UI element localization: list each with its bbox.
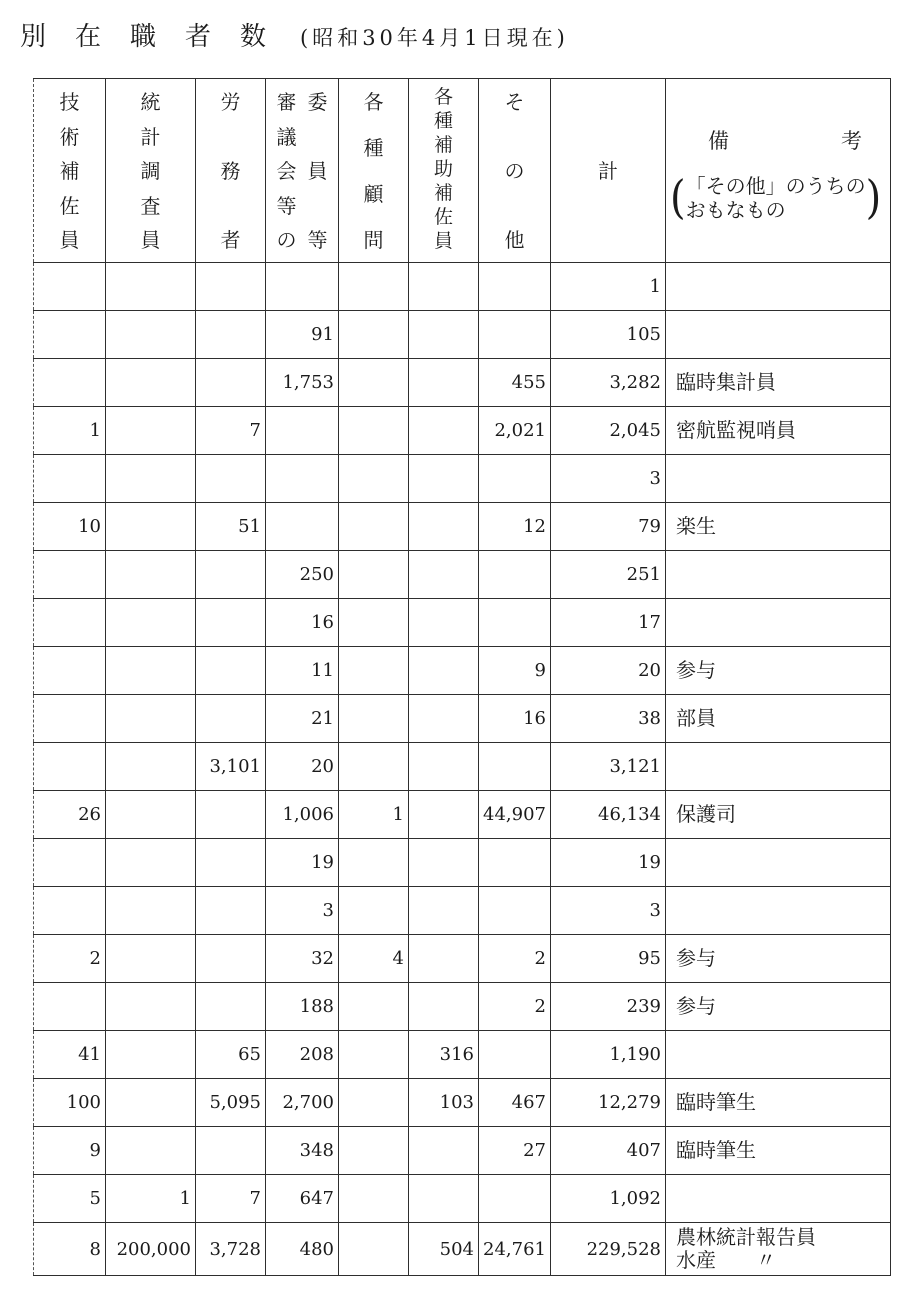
cell-remarks [666, 263, 891, 311]
header-char: 術 [59, 124, 80, 149]
cell-other [479, 1031, 551, 1079]
cell-advisor [339, 1175, 409, 1223]
cell-remarks [666, 1079, 891, 1127]
cell-aux-assistant: 316 [409, 1031, 479, 1079]
header-char: 員 [433, 230, 453, 252]
header-char: 査 [140, 193, 161, 218]
cell-council: 32 [266, 935, 339, 983]
cell-advisor [339, 695, 409, 743]
header-label [196, 79, 265, 261]
cell-laborer [196, 311, 266, 359]
cell-tech-assistant [34, 311, 106, 359]
cell-total: 46,134 [551, 791, 666, 839]
header-char: 佐 [59, 193, 80, 218]
cell-other [479, 1175, 551, 1223]
cell-laborer [196, 455, 266, 503]
page-title: 別在職者数 [20, 22, 296, 52]
cell-remarks [666, 1223, 891, 1276]
cell-total: 20 [551, 647, 666, 695]
cell-aux-assistant [409, 455, 479, 503]
cell-total: 251 [551, 551, 666, 599]
cell-other: 2 [479, 935, 551, 983]
cell-remarks [666, 839, 891, 887]
cell-advisor [339, 647, 409, 695]
cell-laborer [196, 647, 266, 695]
cell-stat-survey [106, 455, 196, 503]
cell-stat-survey [106, 551, 196, 599]
remarks-note [670, 171, 882, 225]
header-label [409, 79, 478, 261]
remarks-text: 保護司 [676, 802, 736, 826]
cell-stat-survey [106, 599, 196, 647]
table-row [34, 1079, 891, 1127]
header-char: 佐 [433, 206, 453, 228]
header-char: 計 [140, 124, 161, 149]
cell-council: 91 [266, 311, 339, 359]
cell-stat-survey [106, 839, 196, 887]
header-council-label [266, 79, 338, 261]
cell-remarks [666, 1127, 891, 1175]
remarks-title-left: 備 [708, 129, 729, 153]
cell-advisor [339, 743, 409, 791]
cell-aux-assistant [409, 503, 479, 551]
cell-council: 16 [266, 599, 339, 647]
cell-laborer: 51 [196, 503, 266, 551]
cell-stat-survey [106, 743, 196, 791]
cell-council: 480 [266, 1223, 339, 1276]
cell-total: 229,528 [551, 1223, 666, 1276]
cell-advisor [339, 311, 409, 359]
cell-aux-assistant [409, 407, 479, 455]
cell-laborer [196, 791, 266, 839]
remarks-text: 農林統計報告員 [676, 1225, 816, 1249]
cell-tech-assistant [34, 647, 106, 695]
cell-laborer: 7 [196, 407, 266, 455]
cell-other [479, 311, 551, 359]
header-label [479, 79, 550, 261]
cell-total: 2,045 [551, 407, 666, 455]
cell-laborer: 7 [196, 1175, 266, 1223]
cell-stat-survey [106, 263, 196, 311]
cell-stat-survey [106, 935, 196, 983]
cell-total: 3,282 [551, 359, 666, 407]
cell-aux-assistant [409, 983, 479, 1031]
cell-remarks [666, 455, 891, 503]
cell-council: 1,753 [266, 359, 339, 407]
cell-laborer [196, 551, 266, 599]
cell-tech-assistant [34, 359, 106, 407]
staff-count-table [33, 78, 891, 1276]
cell-total: 407 [551, 1127, 666, 1175]
cell-tech-assistant [34, 983, 106, 1031]
cell-remarks [666, 887, 891, 935]
cell-total: 12,279 [551, 1079, 666, 1127]
cell-laborer [196, 887, 266, 935]
table-row [34, 935, 891, 983]
header-char: 労 [220, 90, 241, 114]
cell-remarks [666, 599, 891, 647]
cell-remarks [666, 551, 891, 599]
note-lines [686, 174, 866, 222]
cell-other: 455 [479, 359, 551, 407]
cell-total: 1 [551, 263, 666, 311]
header-char: 各 [363, 90, 384, 114]
cell-tech-assistant: 2 [34, 935, 106, 983]
cell-advisor [339, 1223, 409, 1276]
header-char: の [276, 228, 297, 252]
header-label [339, 79, 408, 261]
cell-laborer: 3,101 [196, 743, 266, 791]
table-row [34, 887, 891, 935]
header-char: 助 [433, 158, 453, 180]
cell-tech-assistant [34, 839, 106, 887]
remarks-text: 楽生 [676, 514, 716, 538]
cell-other [479, 551, 551, 599]
cell-tech-assistant [34, 599, 106, 647]
cell-stat-survey [106, 887, 196, 935]
cell-other: 2,021 [479, 407, 551, 455]
cell-aux-assistant [409, 551, 479, 599]
cell-council: 208 [266, 1031, 339, 1079]
table-row [34, 1175, 891, 1223]
cell-total: 17 [551, 599, 666, 647]
cell-remarks [666, 695, 891, 743]
cell-other [479, 599, 551, 647]
cell-laborer [196, 1127, 266, 1175]
table-body [34, 263, 891, 1276]
cell-stat-survey [106, 647, 196, 695]
table-row [34, 1031, 891, 1079]
header-laborer [196, 79, 266, 263]
cell-remarks [666, 1031, 891, 1079]
cell-total: 239 [551, 983, 666, 1031]
table-row [34, 695, 891, 743]
header-char: 務 [220, 159, 241, 183]
cell-total: 3 [551, 455, 666, 503]
header-char: 議 [276, 124, 297, 149]
remarks-title-right: 考 [841, 129, 862, 153]
cell-remarks [666, 407, 891, 455]
table-row [34, 359, 891, 407]
table-row [34, 263, 891, 311]
header-stat-survey [106, 79, 196, 263]
header-char: 技 [59, 90, 80, 114]
cell-council: 348 [266, 1127, 339, 1175]
cell-council [266, 455, 339, 503]
cell-aux-assistant [409, 263, 479, 311]
cell-laborer [196, 839, 266, 887]
cell-remarks [666, 647, 891, 695]
remarks-text-line-2: 水産 〃 [676, 1248, 776, 1272]
table-row [34, 1223, 891, 1276]
cell-council [266, 503, 339, 551]
remarks-text: 臨時筆生 [676, 1138, 756, 1162]
date-note: (昭和30年4月1日現在) [300, 26, 569, 50]
cell-council [266, 407, 339, 455]
note-paren-close: ) [865, 171, 882, 225]
cell-advisor [339, 1031, 409, 1079]
cell-advisor [339, 887, 409, 935]
header-council-members [266, 79, 339, 263]
cell-aux-assistant: 504 [409, 1223, 479, 1276]
remarks-text: 部員 [676, 706, 716, 730]
cell-other: 24,761 [479, 1223, 551, 1276]
cell-advisor [339, 359, 409, 407]
header-char: の [504, 159, 525, 183]
cell-advisor: 1 [339, 791, 409, 839]
cell-total: 105 [551, 311, 666, 359]
cell-council: 647 [266, 1175, 339, 1223]
cell-aux-assistant [409, 839, 479, 887]
header-label-left [276, 79, 298, 261]
cell-laborer [196, 935, 266, 983]
cell-aux-assistant [409, 311, 479, 359]
header-char: 補 [433, 182, 453, 204]
header-char: 審 [276, 90, 297, 114]
header-other [479, 79, 551, 263]
header-char: 委 [307, 90, 328, 114]
cell-council: 20 [266, 743, 339, 791]
header-char: 統 [140, 90, 161, 114]
cell-tech-assistant: 100 [34, 1079, 106, 1127]
cell-other: 9 [479, 647, 551, 695]
table-row [34, 983, 891, 1031]
cell-council: 2,700 [266, 1079, 339, 1127]
cell-stat-survey [106, 1031, 196, 1079]
table-header [34, 79, 891, 263]
header-char: 種 [363, 136, 384, 160]
cell-tech-assistant [34, 551, 106, 599]
cell-advisor [339, 263, 409, 311]
cell-total: 79 [551, 503, 666, 551]
header-char: 員 [140, 228, 161, 252]
table-row [34, 1127, 891, 1175]
cell-aux-assistant [409, 647, 479, 695]
cell-total: 1,190 [551, 1031, 666, 1079]
header-label [34, 79, 105, 261]
header-char: 等 [307, 228, 328, 252]
cell-tech-assistant [34, 695, 106, 743]
cell-council: 21 [266, 695, 339, 743]
cell-council: 188 [266, 983, 339, 1031]
cell-aux-assistant [409, 1175, 479, 1223]
note-line-2: おもなもの [685, 198, 786, 222]
header-char: 種 [433, 110, 453, 132]
table-row [34, 839, 891, 887]
cell-other [479, 887, 551, 935]
cell-total: 19 [551, 839, 666, 887]
cell-remarks [666, 1175, 891, 1223]
cell-total: 3 [551, 887, 666, 935]
cell-remarks [666, 359, 891, 407]
remarks-text: 臨時筆生 [676, 1090, 756, 1114]
cell-tech-assistant: 10 [34, 503, 106, 551]
table-row [34, 503, 891, 551]
cell-council: 3 [266, 887, 339, 935]
cell-stat-survey [106, 791, 196, 839]
cell-laborer: 5,095 [196, 1079, 266, 1127]
cell-stat-survey [106, 359, 196, 407]
cell-other: 2 [479, 983, 551, 1031]
cell-advisor [339, 1079, 409, 1127]
cell-aux-assistant [409, 887, 479, 935]
cell-remarks [666, 311, 891, 359]
header-advisor [339, 79, 409, 263]
table-row [34, 791, 891, 839]
header-total [551, 79, 666, 263]
cell-other: 27 [479, 1127, 551, 1175]
header-char: 等 [276, 193, 297, 218]
cell-remarks [666, 503, 891, 551]
remarks-header [666, 79, 890, 261]
remarks-text: 参与 [676, 946, 716, 970]
cell-aux-assistant [409, 743, 479, 791]
cell-tech-assistant: 41 [34, 1031, 106, 1079]
cell-stat-survey [106, 407, 196, 455]
cell-advisor [339, 1127, 409, 1175]
remarks-text: 参与 [676, 658, 716, 682]
cell-aux-assistant [409, 695, 479, 743]
cell-total: 1,092 [551, 1175, 666, 1223]
table-row [34, 743, 891, 791]
header-row [34, 79, 891, 263]
cell-other [479, 263, 551, 311]
header-char: 者 [220, 228, 241, 252]
header-char: そ [504, 90, 525, 114]
cell-remarks [666, 743, 891, 791]
table-row [34, 647, 891, 695]
header-char: 補 [433, 134, 453, 156]
header-char: 問 [363, 228, 384, 252]
cell-laborer [196, 263, 266, 311]
table-row [34, 599, 891, 647]
cell-tech-assistant: 1 [34, 407, 106, 455]
cell-advisor [339, 551, 409, 599]
remarks-text: 参与 [676, 994, 716, 1018]
header-char: 補 [59, 159, 80, 183]
cell-tech-assistant: 5 [34, 1175, 106, 1223]
cell-council: 19 [266, 839, 339, 887]
header-char: 調 [140, 159, 161, 183]
cell-other: 16 [479, 695, 551, 743]
cell-stat-survey: 200,000 [106, 1223, 196, 1276]
cell-aux-assistant [409, 359, 479, 407]
cell-other: 12 [479, 503, 551, 551]
cell-other: 44,907 [479, 791, 551, 839]
remarks-text: 密航監視哨員 [676, 418, 796, 442]
cell-aux-assistant [409, 791, 479, 839]
cell-stat-survey [106, 695, 196, 743]
cell-tech-assistant [34, 455, 106, 503]
remarks-text: 臨時集計員 [676, 370, 776, 394]
cell-stat-survey [106, 983, 196, 1031]
cell-laborer [196, 983, 266, 1031]
cell-remarks [666, 791, 891, 839]
cell-advisor [339, 983, 409, 1031]
cell-advisor [339, 839, 409, 887]
cell-remarks [666, 983, 891, 1031]
header-char: 他 [504, 228, 525, 252]
cell-council: 250 [266, 551, 339, 599]
header-label [551, 79, 665, 261]
header-label-right [307, 79, 329, 261]
cell-stat-survey [106, 1079, 196, 1127]
cell-total: 95 [551, 935, 666, 983]
cell-laborer [196, 695, 266, 743]
cell-council [266, 263, 339, 311]
cell-aux-assistant [409, 599, 479, 647]
cell-aux-assistant [409, 1127, 479, 1175]
table-row [34, 551, 891, 599]
cell-total: 38 [551, 695, 666, 743]
cell-aux-assistant: 103 [409, 1079, 479, 1127]
header-char: 顧 [363, 182, 384, 206]
cell-stat-survey [106, 503, 196, 551]
cell-stat-survey [106, 1127, 196, 1175]
header-aux-assistant [409, 79, 479, 263]
cell-council: 11 [266, 647, 339, 695]
cell-laborer: 65 [196, 1031, 266, 1079]
cell-advisor [339, 407, 409, 455]
header-char: 計 [598, 159, 618, 183]
header-char: 員 [307, 159, 328, 183]
table-row [34, 311, 891, 359]
cell-tech-assistant: 9 [34, 1127, 106, 1175]
cell-aux-assistant [409, 935, 479, 983]
cell-advisor: 4 [339, 935, 409, 983]
cell-tech-assistant: 8 [34, 1223, 106, 1276]
cell-other [479, 743, 551, 791]
cell-stat-survey: 1 [106, 1175, 196, 1223]
cell-laborer [196, 599, 266, 647]
cell-council: 1,006 [266, 791, 339, 839]
note-paren-open: ( [670, 171, 686, 225]
cell-laborer [196, 359, 266, 407]
cell-total: 3,121 [551, 743, 666, 791]
cell-other: 467 [479, 1079, 551, 1127]
cell-advisor [339, 455, 409, 503]
header-label [106, 79, 195, 261]
table-row [34, 455, 891, 503]
note-line-1: 「その他」のうちの [685, 174, 866, 198]
cell-laborer: 3,728 [196, 1223, 266, 1276]
header-char: 員 [59, 228, 80, 252]
cell-tech-assistant [34, 263, 106, 311]
header-remarks [666, 79, 891, 263]
header-char: 各 [433, 86, 453, 108]
cell-other [479, 455, 551, 503]
cell-tech-assistant [34, 743, 106, 791]
cell-advisor [339, 599, 409, 647]
cell-advisor [339, 503, 409, 551]
cell-other [479, 839, 551, 887]
table-row [34, 407, 891, 455]
header-tech-assistant [34, 79, 106, 263]
header-char: 会 [276, 159, 297, 183]
cell-remarks [666, 935, 891, 983]
cell-tech-assistant [34, 887, 106, 935]
cell-tech-assistant: 26 [34, 791, 106, 839]
cell-stat-survey [106, 311, 196, 359]
